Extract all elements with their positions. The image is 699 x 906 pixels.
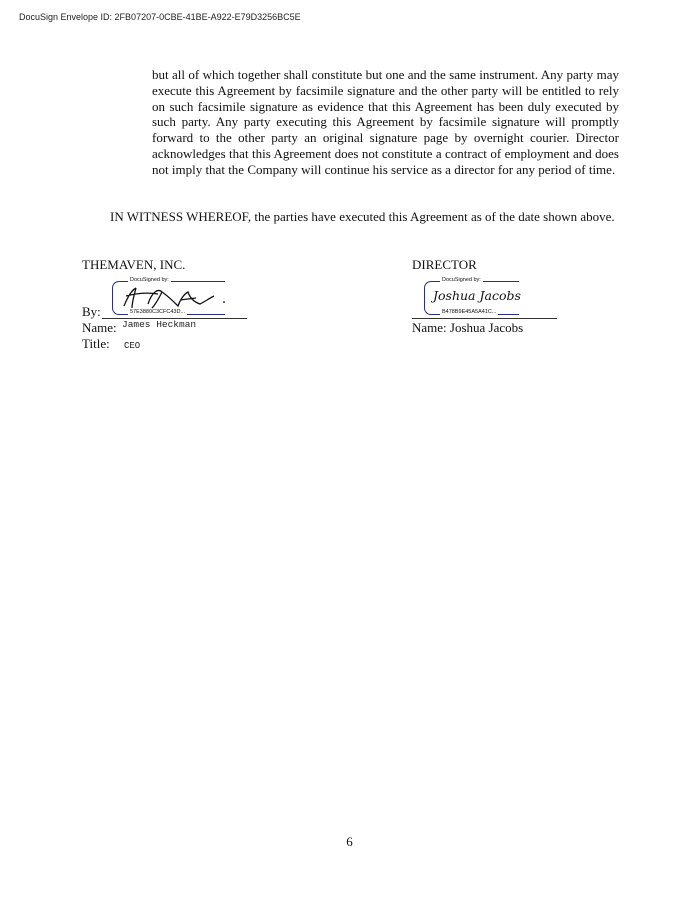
by-label: By: (82, 304, 101, 319)
company-signer-name: James Heckman (122, 319, 197, 330)
company-name-label: Name: (82, 320, 117, 335)
agreement-paragraph: but all of which together shall constitute but one and the same instrument. Any party may execute this Agreement by facsimile signature and the other party will be entitled to rely on such facsimile signature as evidence that this Agreement has been duly executed by such party. Any party executing this Agreement by facsimile signature will promptly forward to the other party an original signature page by overnight courier. Director acknowledges that this Agreement does not constitute a contract of employment and does not imply that the Company will continue his service as a director for any period of time. (152, 67, 619, 177)
director-name-line: Name: Joshua Jacobs (412, 320, 524, 335)
company-title-value: CEO (124, 341, 141, 351)
director-signature-line (412, 318, 557, 319)
director-docusign-label: DocuSigned by: (442, 277, 481, 283)
director-heading: DIRECTOR (412, 257, 477, 272)
witness-statement: IN WITNESS WHEREOF, the parties have executed this Agreement as of the date shown above. (110, 209, 615, 224)
director-docusign-id: B478B9E45A5A41C... (442, 309, 497, 315)
docusign-envelope-id: DocuSign Envelope ID: 2FB07207-0CBE-41BE-A922-E79D3256BC5E (19, 12, 301, 22)
page-number: 6 (346, 834, 353, 849)
company-title-label: Title: (82, 336, 110, 351)
company-docusign-label: DocuSigned by: (130, 277, 169, 283)
director-signature: Joshua Jacobs (433, 288, 521, 303)
company-docusign-id: 57E3880C3CFC43D... (130, 309, 186, 315)
company-name: THEMAVEN, INC. (82, 257, 186, 272)
company-signature-scribble (118, 282, 230, 312)
